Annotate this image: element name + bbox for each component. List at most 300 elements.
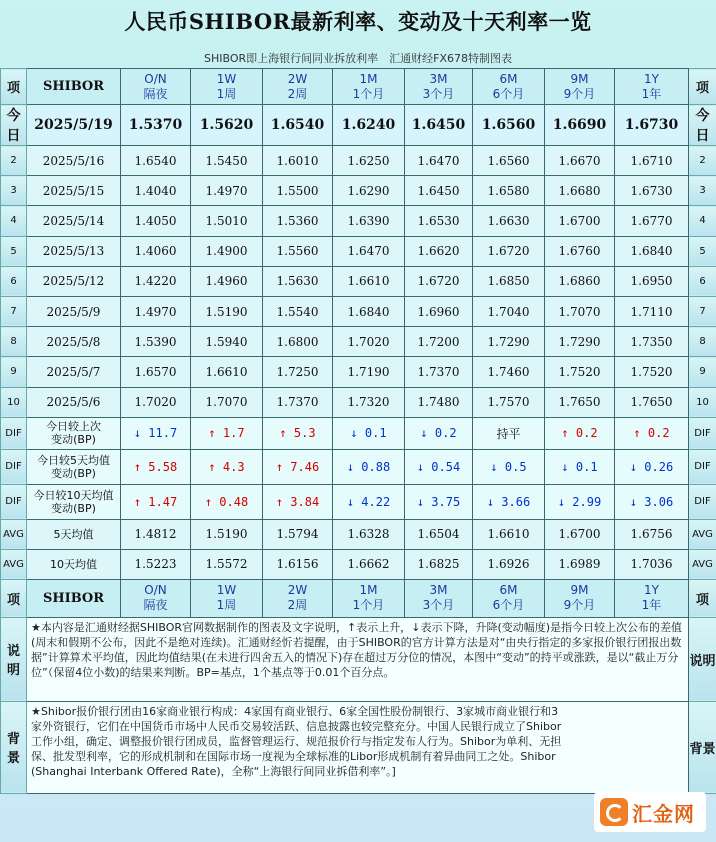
table-row <box>1 146 716 176</box>
arrow-up-icon: ↑ <box>633 426 641 441</box>
row-index: 6 <box>1 266 27 296</box>
header-tenor-0 <box>121 579 191 617</box>
arrow-down-icon: ↓ <box>350 426 358 441</box>
page-title: 人民币SHIBOR最新利率、变动及十天利率一览 <box>124 9 592 34</box>
arrow-down-icon: ↓ <box>420 426 428 441</box>
rate-cell: 1.7480 <box>405 387 473 417</box>
dif-value: 0.54 <box>431 459 461 474</box>
tenor-code: 9M <box>570 583 589 598</box>
arrow-up-icon: ↑ <box>204 494 213 509</box>
header-tenor-4 <box>405 579 473 617</box>
rate-cell: 1.7020 <box>121 387 191 417</box>
rate-cell: 1.7290 <box>473 327 545 357</box>
row-side-label: 说明 <box>689 617 716 701</box>
today-date: 2025/5/19 <box>27 105 121 146</box>
rate-cell: 1.6390 <box>333 206 405 236</box>
rate-cell: 1.5630 <box>263 266 333 296</box>
rate-cell: 1.6850 <box>473 266 545 296</box>
row-date: 2025/5/8 <box>27 327 121 357</box>
rate-cell: 1.5450 <box>191 146 263 176</box>
dif-cell <box>263 417 333 449</box>
arrow-up-icon: ↑ <box>275 459 284 474</box>
row-date: 2025/5/6 <box>27 387 121 417</box>
table-row <box>1 617 716 701</box>
rate-cell: 1.7350 <box>615 327 689 357</box>
table-row <box>1 327 716 357</box>
dif-value: 0.2 <box>434 426 457 441</box>
row-side-label: DIF <box>689 484 716 519</box>
dif-cell <box>615 417 689 449</box>
row-date: 2025/5/13 <box>27 236 121 266</box>
dif-label-line: 变动(BP) <box>51 433 96 447</box>
header-tenor-1 <box>191 579 263 617</box>
table-row <box>1 105 716 146</box>
page-subtitle: SHIBOR即上海银行间同业拆放利率 汇通财经FX678特制图表 <box>203 52 512 65</box>
row-date: 2025/5/12 <box>27 266 121 296</box>
rate-cell: 1.7040 <box>473 296 545 326</box>
rate-cell: 1.6580 <box>473 176 545 206</box>
dif-value: 0.48 <box>219 494 249 509</box>
dif-value: 5.58 <box>148 459 178 474</box>
row-side-label: AVG <box>689 549 716 579</box>
arrow-down-icon: ↓ <box>346 494 355 509</box>
dif-cell <box>473 484 545 519</box>
rate-cell: 1.6010 <box>263 146 333 176</box>
table-row <box>1 69 716 105</box>
dif-cell <box>191 449 263 484</box>
rate-cell: 1.6670 <box>545 146 615 176</box>
row-side-label: 今日 <box>689 105 716 146</box>
row-side-label: AVG <box>689 519 716 549</box>
tenor-code: O/N <box>144 583 167 598</box>
rate-cell: 1.6570 <box>121 357 191 387</box>
row-date: 2025/5/15 <box>27 176 121 206</box>
dif-cell <box>333 417 405 449</box>
rate-cell: 1.7520 <box>545 357 615 387</box>
tenor-name: 1年 <box>641 86 662 101</box>
tenor-code: 1M <box>359 71 378 86</box>
row-index: 2 <box>1 146 27 176</box>
dif-cell <box>121 417 191 449</box>
logo-mark-icon <box>600 798 628 826</box>
dif-label-line: 今日较5天均值 <box>37 453 110 467</box>
row-index: 10 <box>1 387 27 417</box>
rate-cell: 1.6700 <box>545 206 615 236</box>
header-label: SHIBOR <box>27 69 121 105</box>
rate-cell: 1.4050 <box>121 206 191 236</box>
dif-cell <box>333 449 405 484</box>
rate-cell: 1.7070 <box>545 296 615 326</box>
tenor-name: 6个月 <box>492 598 525 613</box>
tenor-name: 9个月 <box>563 86 596 101</box>
avg-cell: 1.6926 <box>473 549 545 579</box>
dif-cell <box>191 417 263 449</box>
avg-cell: 1.5190 <box>191 519 263 549</box>
dif-cell <box>545 449 615 484</box>
avg-cell: 1.5572 <box>191 549 263 579</box>
header-tenor-0 <box>121 69 191 105</box>
rate-cell: 1.6770 <box>615 206 689 236</box>
arrow-down-icon: ↓ <box>557 494 566 509</box>
dif-cell <box>191 484 263 519</box>
row-index: 9 <box>1 357 27 387</box>
dif-cell <box>333 484 405 519</box>
arrow-down-icon: ↓ <box>629 459 638 474</box>
dif-cell <box>121 449 191 484</box>
dif-value: 0.2 <box>647 426 670 441</box>
dif-value: 11.7 <box>148 426 178 441</box>
dif-cell <box>615 449 689 484</box>
avg-cell: 1.6504 <box>405 519 473 549</box>
tenor-code: 3M <box>429 71 448 86</box>
rate-cell: 1.4900 <box>191 236 263 266</box>
row-side-label: AVG <box>1 549 27 579</box>
rate-cell: 1.7570 <box>473 387 545 417</box>
arrow-up-icon: ↑ <box>133 459 142 474</box>
rate-cell: 1.7650 <box>545 387 615 417</box>
dif-cell <box>263 449 333 484</box>
rate-cell: 1.6560 <box>473 146 545 176</box>
rate-cell: 1.4060 <box>121 236 191 266</box>
arrow-down-icon: ↓ <box>416 494 425 509</box>
tenor-name: 6个月 <box>492 86 525 101</box>
row-side-label: DIF <box>1 449 27 484</box>
tenor-name: 2周 <box>287 598 308 613</box>
row-date: 2025/5/9 <box>27 296 121 326</box>
rate-cell: 1.4960 <box>191 266 263 296</box>
row-date: 2025/5/16 <box>27 146 121 176</box>
rate-cell: 1.6610 <box>191 357 263 387</box>
rate-cell: 1.5940 <box>191 327 263 357</box>
table-row <box>1 449 716 484</box>
row-index: 4 <box>689 206 716 236</box>
dif-value: 5.3 <box>293 426 316 441</box>
table-row <box>1 579 716 617</box>
row-side-label: DIF <box>1 417 27 449</box>
tenor-name: 1周 <box>216 86 237 101</box>
row-index: 8 <box>689 327 716 357</box>
rate-cell: 1.6620 <box>405 236 473 266</box>
dif-value: 0.26 <box>644 459 674 474</box>
today-rate-cell: 1.6540 <box>263 105 333 146</box>
dif-value: 3.66 <box>501 494 531 509</box>
avg-cell: 1.4812 <box>121 519 191 549</box>
avg-cell: 1.6328 <box>333 519 405 549</box>
avg-cell: 1.5794 <box>263 519 333 549</box>
logo-text: 汇金网 <box>632 801 695 826</box>
tenor-code: 3M <box>429 583 448 598</box>
table-row <box>1 417 716 449</box>
header-tenor-5 <box>473 579 545 617</box>
rate-cell: 1.4040 <box>121 176 191 206</box>
rate-cell: 1.6630 <box>473 206 545 236</box>
rate-cell: 1.7200 <box>405 327 473 357</box>
rate-cell: 1.6250 <box>333 146 405 176</box>
arrow-up-icon: ↑ <box>208 459 216 474</box>
tenor-name: 2周 <box>287 86 308 101</box>
row-side-label: DIF <box>689 449 716 484</box>
rate-cell: 1.5540 <box>263 296 333 326</box>
rate-cell: 1.6860 <box>545 266 615 296</box>
dif-value: 3.84 <box>290 494 320 509</box>
dif-label-line: 变动(BP) <box>51 501 96 515</box>
row-side-label: DIF <box>1 484 27 519</box>
table-row <box>1 387 716 417</box>
row-side-label: 说明 <box>1 617 27 701</box>
avg-cell: 1.6989 <box>545 549 615 579</box>
arrow-up-icon: ↑ <box>275 494 284 509</box>
dif-value: 1.7 <box>222 426 245 441</box>
avg-cell: 1.6156 <box>263 549 333 579</box>
table-row <box>1 266 716 296</box>
rate-cell: 1.7460 <box>473 357 545 387</box>
row-index: 9 <box>689 357 716 387</box>
rate-cell: 1.6950 <box>615 266 689 296</box>
rate-cell: 1.7290 <box>545 327 615 357</box>
dif-value: 持平 <box>496 426 521 441</box>
arrow-down-icon: ↓ <box>416 459 425 474</box>
tenor-name: 3个月 <box>422 86 455 101</box>
dif-value: 3.06 <box>644 494 674 509</box>
rate-cell: 1.6730 <box>615 176 689 206</box>
avg-cell: 1.6756 <box>615 519 689 549</box>
rate-cell: 1.5560 <box>263 236 333 266</box>
dif-value: 1.47 <box>148 494 178 509</box>
today-rate-cell: 1.6560 <box>473 105 545 146</box>
row-index: 6 <box>689 266 716 296</box>
row-index: 3 <box>1 176 27 206</box>
table-row <box>1 296 716 326</box>
header-tenor-1 <box>191 69 263 105</box>
rate-cell: 1.5360 <box>263 206 333 236</box>
rate-cell: 1.7020 <box>333 327 405 357</box>
row-index: 2 <box>689 146 716 176</box>
dif-cell <box>263 484 333 519</box>
row-index: 10 <box>689 387 716 417</box>
row-index: 5 <box>689 236 716 266</box>
tenor-code: 1M <box>359 583 378 598</box>
header-tenor-6 <box>545 69 615 105</box>
arrow-down-icon: ↓ <box>629 494 638 509</box>
today-rate-cell: 1.5370 <box>121 105 191 146</box>
dif-cell <box>615 484 689 519</box>
rate-cell: 1.4970 <box>121 296 191 326</box>
table-row <box>1 206 716 236</box>
row-index: 3 <box>689 176 716 206</box>
dif-value: 4.3 <box>222 459 245 474</box>
tenor-name: 1周 <box>216 598 237 613</box>
avg-label: 10天均值 <box>27 549 121 579</box>
rate-cell: 1.7520 <box>615 357 689 387</box>
avg-label: 5天均值 <box>27 519 121 549</box>
table-row <box>1 519 716 549</box>
dif-value: 0.5 <box>504 459 527 474</box>
dif-value: 3.75 <box>431 494 461 509</box>
tenor-name: 1个月 <box>352 598 385 613</box>
avg-cell: 1.6700 <box>545 519 615 549</box>
tenor-code: 1Y <box>644 583 659 598</box>
dif-value: 0.1 <box>575 459 598 474</box>
header-tenor-6 <box>545 579 615 617</box>
table-row <box>1 701 716 793</box>
rate-cell: 1.7070 <box>191 387 263 417</box>
arrow-down-icon: ↓ <box>490 459 498 474</box>
arrow-up-icon: ↑ <box>208 426 216 441</box>
brand-logo <box>594 792 706 832</box>
rate-cell: 1.6800 <box>263 327 333 357</box>
rate-cell: 1.7190 <box>333 357 405 387</box>
dif-label-line: 今日较上次 <box>46 420 101 434</box>
rate-cell: 1.6470 <box>405 146 473 176</box>
rate-cell: 1.6840 <box>333 296 405 326</box>
background-text: ★Shibor报价银行团由16家商业银行构成：4家国有商业银行、6家全国性股份制银行、3家城市商业银行和3家外资银行，它们在中国货币市场中人民币交易较活跃、信息披露也较完整充分。中国人民银行成立了Shibor工作小组，确定、调整报价银行团成员，监督管理运行、规范报价行与指定发布人行为。Shibor为单利、无担保、批发型利率，它的形成机制和在国际市场一度视为全球标准的Libor形成机制有着异曲同工之处。Shibor (Shanghai Interbank Offered Rate)，全称“上海银行间同业拆借利率”。] <box>27 701 689 793</box>
tenor-code: 1W <box>216 583 237 598</box>
rate-cell: 1.6540 <box>121 146 191 176</box>
table-row <box>1 549 716 579</box>
tenor-name: 隔夜 <box>143 86 168 101</box>
tenor-name: 1个月 <box>352 86 385 101</box>
rate-cell: 1.6720 <box>405 266 473 296</box>
avg-cell: 1.6662 <box>333 549 405 579</box>
table-row <box>1 176 716 206</box>
arrow-up-icon: ↑ <box>279 426 287 441</box>
arrow-down-icon: ↓ <box>346 459 355 474</box>
rate-cell: 1.4970 <box>191 176 263 206</box>
tenor-name: 1年 <box>641 598 662 613</box>
row-side-label: 项 <box>1 579 27 617</box>
row-side-label: 项 <box>689 579 716 617</box>
row-side-label: AVG <box>1 519 27 549</box>
rate-cell: 1.6720 <box>473 236 545 266</box>
header-tenor-3 <box>333 69 405 105</box>
dif-value: 0.88 <box>361 459 391 474</box>
header-tenor-7 <box>615 579 689 617</box>
rate-cell: 1.6680 <box>545 176 615 206</box>
dif-value: 7.46 <box>290 459 320 474</box>
dif-cell <box>545 484 615 519</box>
header-tenor-3 <box>333 579 405 617</box>
row-index: 4 <box>1 206 27 236</box>
tenor-code: 6M <box>499 583 518 598</box>
row-date: 2025/5/7 <box>27 357 121 387</box>
arrow-up-icon: ↑ <box>561 426 569 441</box>
avg-cell: 1.6825 <box>405 549 473 579</box>
row-side-label: 今日 <box>1 105 27 146</box>
rate-cell: 1.6610 <box>333 266 405 296</box>
rate-cell: 1.6960 <box>405 296 473 326</box>
tenor-code: 2W <box>287 71 308 86</box>
tenor-name: 隔夜 <box>143 598 168 613</box>
header-tenor-2 <box>263 579 333 617</box>
today-rate-cell: 1.5620 <box>191 105 263 146</box>
dif-value: 0.1 <box>364 426 387 441</box>
dif-cell <box>473 417 545 449</box>
avg-cell: 1.6610 <box>473 519 545 549</box>
rate-cell: 1.7320 <box>333 387 405 417</box>
dif-value: 2.99 <box>572 494 602 509</box>
tenor-code: 2W <box>287 583 308 598</box>
dif-cell <box>405 449 473 484</box>
tenor-code: 9M <box>570 71 589 86</box>
rate-cell: 1.6530 <box>405 206 473 236</box>
rate-cell: 1.6450 <box>405 176 473 206</box>
tenor-code: 6M <box>499 71 518 86</box>
table-row <box>1 484 716 519</box>
dif-cell <box>121 484 191 519</box>
rate-cell: 1.6840 <box>615 236 689 266</box>
row-side-label: 项 <box>1 69 27 105</box>
tenor-code: O/N <box>144 71 167 86</box>
tenor-code: 1W <box>216 71 237 86</box>
header-tenor-4 <box>405 69 473 105</box>
row-index: 8 <box>1 327 27 357</box>
row-side-label: 项 <box>689 69 716 105</box>
tenor-code: 1Y <box>644 71 659 86</box>
rate-cell: 1.7370 <box>263 387 333 417</box>
row-index: 7 <box>1 296 27 326</box>
dif-cell <box>405 417 473 449</box>
dif-label-line: 变动(BP) <box>51 466 96 480</box>
avg-cell: 1.7036 <box>615 549 689 579</box>
dif-value: 0.2 <box>575 426 598 441</box>
rate-cell: 1.5010 <box>191 206 263 236</box>
table-row <box>1 357 716 387</box>
today-rate-cell: 1.6690 <box>545 105 615 146</box>
dif-cell <box>473 449 545 484</box>
header-label: SHIBOR <box>27 579 121 617</box>
rate-cell: 1.7110 <box>615 296 689 326</box>
arrow-down-icon: ↓ <box>561 459 569 474</box>
rate-cell: 1.5390 <box>121 327 191 357</box>
header-tenor-5 <box>473 69 545 105</box>
row-date: 2025/5/14 <box>27 206 121 236</box>
arrow-down-icon: ↓ <box>486 494 495 509</box>
rate-cell: 1.7650 <box>615 387 689 417</box>
header-tenor-2 <box>263 69 333 105</box>
avg-cell: 1.5223 <box>121 549 191 579</box>
dif-value: 4.22 <box>361 494 391 509</box>
today-rate-cell: 1.6450 <box>405 105 473 146</box>
dif-cell <box>405 484 473 519</box>
rate-cell: 1.6710 <box>615 146 689 176</box>
rate-cell: 1.4220 <box>121 266 191 296</box>
row-side-label: DIF <box>689 417 716 449</box>
row-index: 7 <box>689 296 716 326</box>
today-rate-cell: 1.6240 <box>333 105 405 146</box>
rate-cell: 1.6290 <box>333 176 405 206</box>
rate-cell: 1.7370 <box>405 357 473 387</box>
row-side-label: 背景 <box>689 701 716 793</box>
rate-cell: 1.6470 <box>333 236 405 266</box>
dif-label <box>27 484 121 519</box>
rate-cell: 1.7250 <box>263 357 333 387</box>
dif-cell <box>545 417 615 449</box>
rate-cell: 1.5190 <box>191 296 263 326</box>
dif-label <box>27 449 121 484</box>
rate-cell: 1.5500 <box>263 176 333 206</box>
dif-label-line: 今日较10天均值 <box>33 488 114 502</box>
shibor-table <box>0 68 716 794</box>
row-index: 5 <box>1 236 27 266</box>
arrow-up-icon: ↑ <box>133 494 142 509</box>
row-side-label: 背景 <box>1 701 27 793</box>
tenor-name: 9个月 <box>563 598 596 613</box>
header-tenor-7 <box>615 69 689 105</box>
dif-label <box>27 417 121 449</box>
today-rate-cell: 1.6730 <box>615 105 689 146</box>
tenor-name: 3个月 <box>422 598 455 613</box>
table-row <box>1 236 716 266</box>
